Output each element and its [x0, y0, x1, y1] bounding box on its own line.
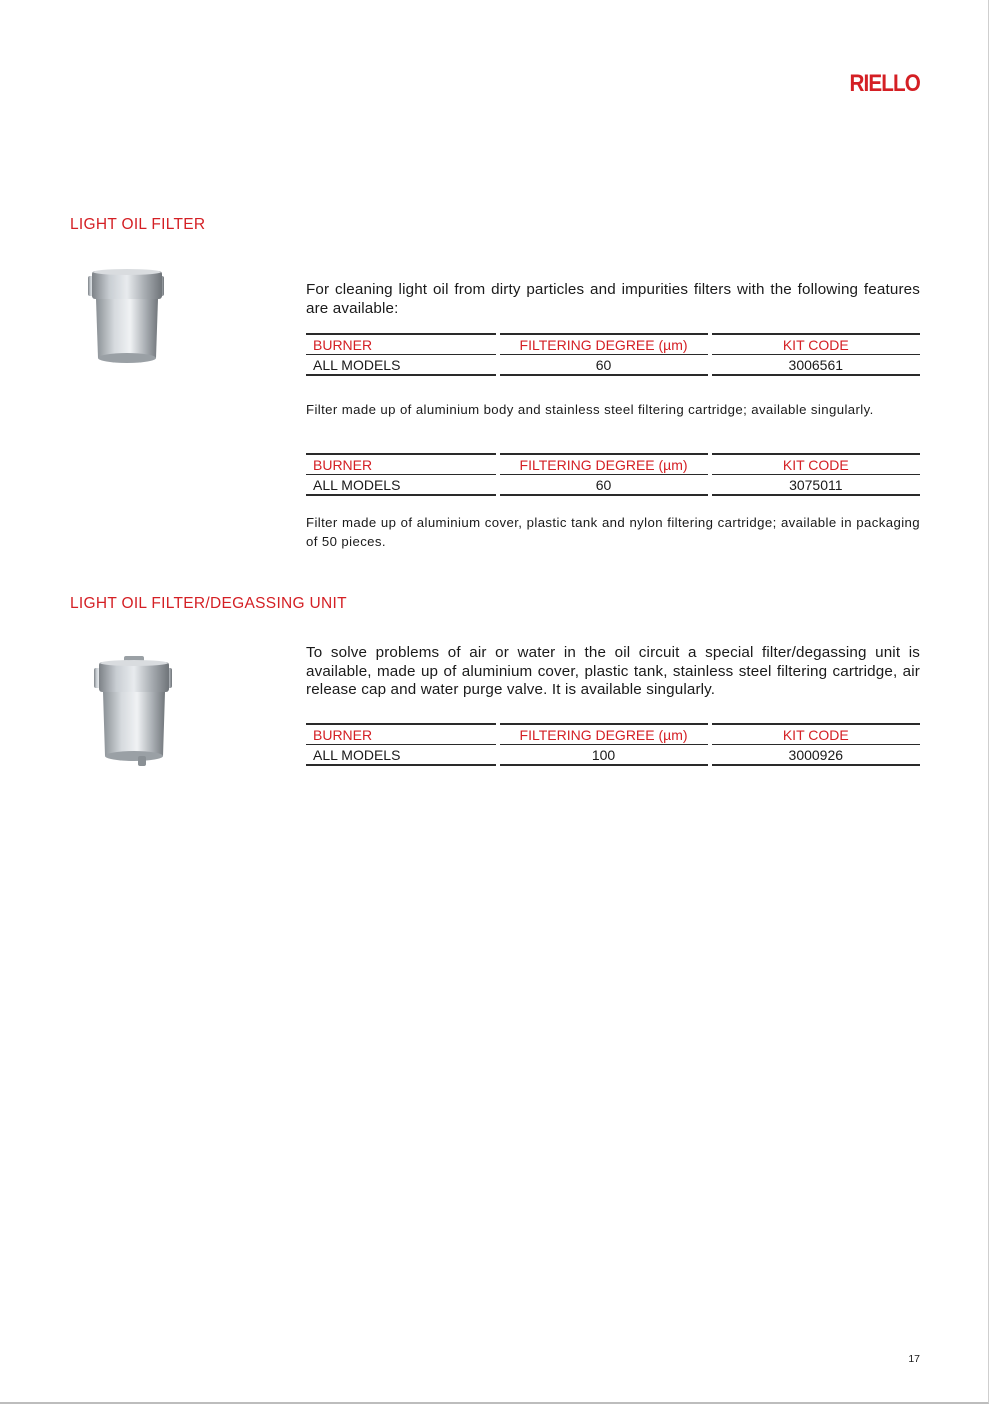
- note-text-1: Filter made up of aluminium body and stainless steel filtering cartridge; available singularly.: [306, 402, 874, 417]
- header-burner: BURNER: [306, 334, 498, 355]
- cell-filtering-degree: 60: [498, 355, 710, 376]
- note-text-2: Filter made up of aluminium cover, plastic tank and nylon filtering cartridge; available in packaging of 50 pieces.: [306, 515, 920, 549]
- page-number: 17: [908, 1353, 920, 1365]
- intro-text-degassing: To solve problems of air or water in the oil circuit a special filter/degassing unit is available, made up of aluminium cover, plastic tank, stainless steel filtering cartridge, air release cap and water purge valve. It is available singularly.: [306, 644, 920, 698]
- kit-table-2: [306, 453, 920, 496]
- table-header-row: [306, 334, 920, 355]
- table-row: [306, 745, 920, 766]
- header-burner: BURNER: [306, 724, 498, 745]
- cell-filtering-degree: 60: [498, 475, 710, 496]
- cell-kit-code: 3000926: [710, 745, 920, 766]
- section-title-light-oil-filter: LIGHT OIL FILTER: [70, 216, 206, 233]
- section-title-degassing-unit: LIGHT OIL FILTER/DEGASSING UNIT: [70, 595, 347, 612]
- header-kit-code: KIT CODE: [710, 334, 920, 355]
- header-kit-code: KIT CODE: [710, 724, 920, 745]
- header-filtering-degree: FILTERING DEGREE (µm): [498, 724, 710, 745]
- table-header-row: [306, 724, 920, 745]
- cell-filtering-degree: 100: [498, 745, 710, 766]
- degassing-unit-image: [94, 656, 174, 770]
- cell-kit-code: 3006561: [710, 355, 920, 376]
- header-burner: BURNER: [306, 454, 498, 475]
- header-kit-code: KIT CODE: [710, 454, 920, 475]
- cell-burner: ALL MODELS: [306, 355, 498, 376]
- header-filtering-degree: FILTERING DEGREE (µm): [498, 454, 710, 475]
- kit-table-3: [306, 723, 920, 766]
- intro-text-filter: For cleaning light oil from dirty particles and impurities filters with the following features are available:: [306, 281, 920, 317]
- oil-filter-image: [86, 268, 168, 370]
- header-filtering-degree: FILTERING DEGREE (µm): [498, 334, 710, 355]
- riello-logo: RIELLO: [849, 70, 920, 97]
- kit-table-1: [306, 333, 920, 376]
- table-row: [306, 475, 920, 496]
- cell-burner: ALL MODELS: [306, 745, 498, 766]
- cell-kit-code: 3075011: [710, 475, 920, 496]
- table-header-row: [306, 454, 920, 475]
- table-row: [306, 355, 920, 376]
- cell-burner: ALL MODELS: [306, 475, 498, 496]
